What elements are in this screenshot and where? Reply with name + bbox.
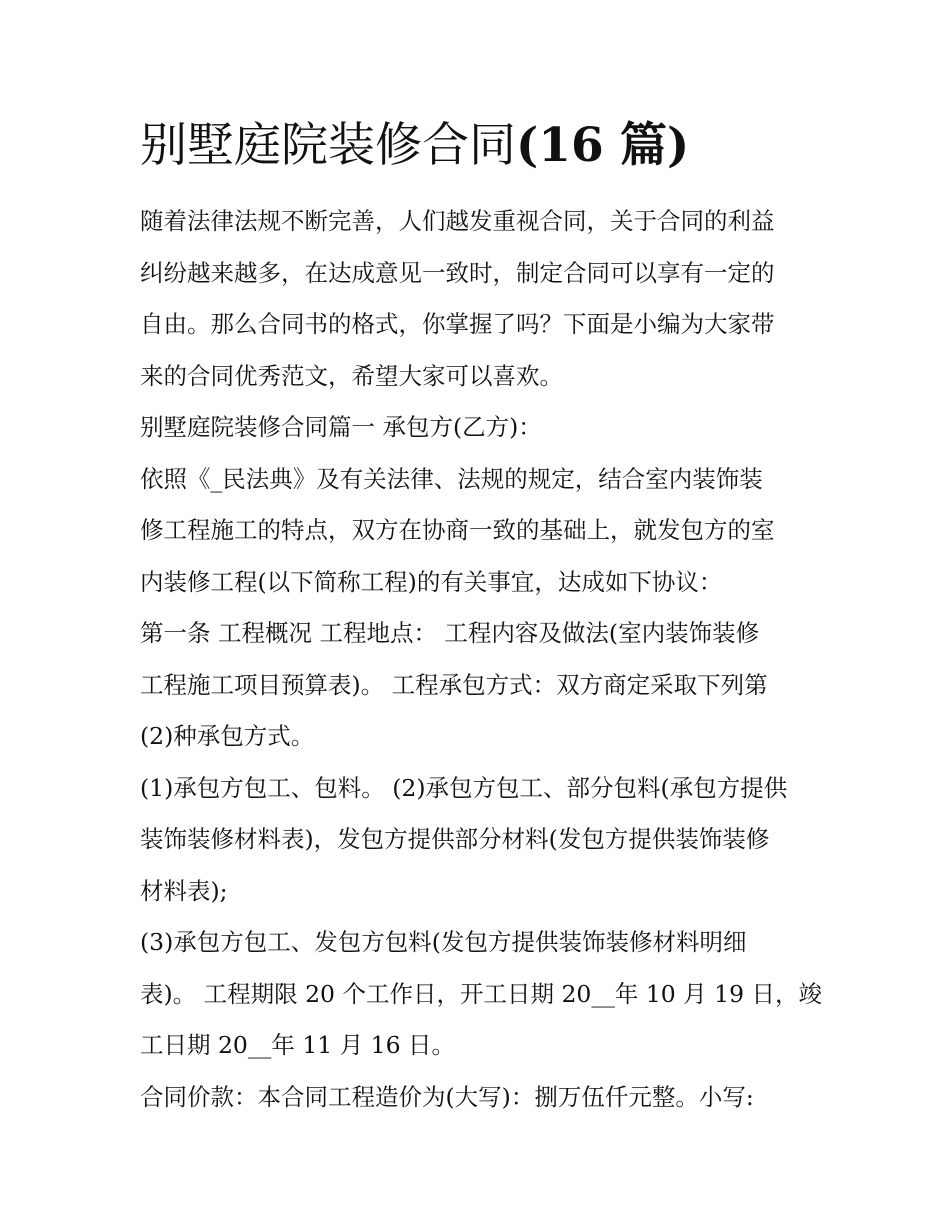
text-line: 修工程施工的特点，双方在协商一致的基础上，就发包方的室 <box>140 516 775 544</box>
paragraph-article-one <box>140 608 820 763</box>
text-line: 装饰装修材料表)，发包方提供部分材料(发包方提供装饰装修 <box>140 825 770 853</box>
paragraph-price <box>140 1072 820 1124</box>
text-line: 随着法律法规不断完善，人们越发重视合同，关于合同的利益 <box>140 207 775 235</box>
paragraph-schedule <box>140 917 823 1072</box>
text-line: 自由。那么合同书的格式，你掌握了吗？下面是小编为大家带 <box>140 310 775 338</box>
paragraph-intro <box>140 196 820 402</box>
text-line: (1)承包方包工、包料。 (2)承包方包工、部分包料(承包方提供 <box>140 773 788 802</box>
text-line: 依照《_民法典》及有关法律、法规的规定，结合室内装饰装 <box>140 464 763 493</box>
paragraph-contract-mode <box>140 763 820 918</box>
text-line: 别墅庭院装修合同篇一 承包方(乙方)： <box>140 413 542 441</box>
text-line: 第一条 工程概况 工程地点： 工程内容及做法(室内装饰装修 <box>140 619 760 647</box>
text-line: 材料表); <box>140 876 228 905</box>
text-line: (3)承包方包工、发包方包料(发包方提供装饰装修材料明细 <box>140 928 747 956</box>
title-main: 别墅庭院装修合同 <box>140 118 516 173</box>
document-body <box>140 196 823 1123</box>
page-title <box>140 118 689 174</box>
text-line: 表)。 工程期限 20 个工作日，开工日期 20__年 10 月 19 日，竣 <box>140 979 823 1008</box>
text-line: 来的合同优秀范文，希望大家可以喜欢。 <box>140 361 563 390</box>
text-line: 合同价款：本合同工程造价为(大写)：捌万伍仟元整。小写: <box>140 1082 754 1111</box>
text-line: 工日期 20__年 11 月 16 日。 <box>140 1031 456 1059</box>
paragraph-section-heading <box>140 402 820 454</box>
text-line: 纠纷越来越多，在达成意见一致时，制定合同可以享有一定的 <box>140 258 775 287</box>
text-line: (2)种承包方式。 <box>140 722 315 750</box>
paragraph-legal-basis <box>140 454 820 609</box>
text-line: 内装修工程(以下简称工程)的有关事宜，达成如下协议： <box>140 567 723 596</box>
text-line: 工程施工项目预算表)。 工程承包方式：双方商定采取下列第 <box>140 670 768 699</box>
title-suffix: (16 篇) <box>516 118 690 173</box>
